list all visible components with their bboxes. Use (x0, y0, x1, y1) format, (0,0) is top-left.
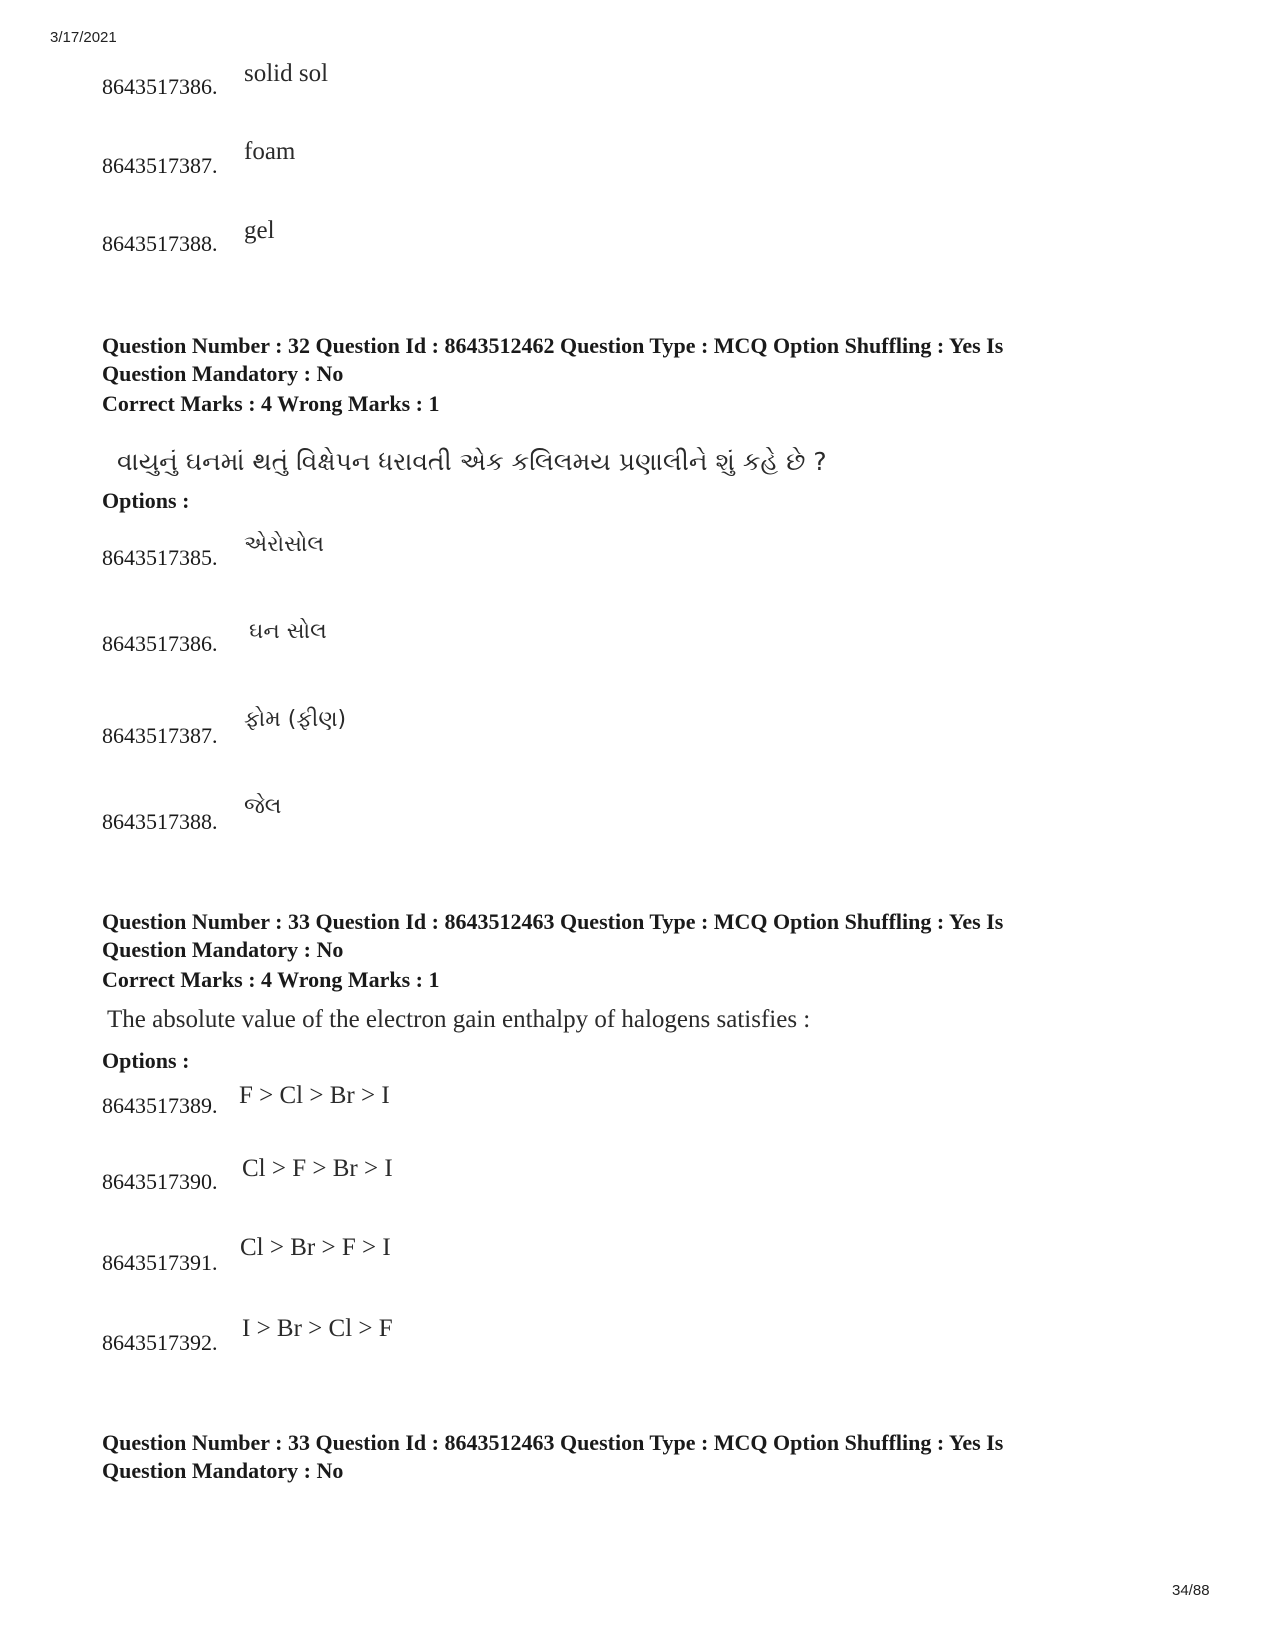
option-text: Cl > Br > F > I (240, 1234, 391, 1261)
option-text: એરોસોલ (244, 532, 325, 557)
option-id: 8643517386. (102, 74, 218, 99)
options-label: Options : (102, 488, 190, 513)
option-id: 8643517392. (102, 1330, 218, 1355)
question-text: વાયુનું ઘનમાં થતું વિક્ષેપન ધરાવતી એક કલિલમય પ્રણાલીને શું કહે છે ? (117, 447, 827, 476)
option-text: ઘન સોલ (249, 619, 327, 644)
print-date: 3/17/2021 (50, 29, 117, 46)
question-text: The absolute value of the electron gain enthalpy of halogens satisfies : (107, 1006, 811, 1033)
option-text: gel (244, 217, 275, 244)
option-id: 8643517390. (102, 1169, 218, 1194)
question-marks: Correct Marks : 4 Wrong Marks : 1 (102, 967, 440, 992)
option-id: 8643517387. (102, 723, 218, 748)
question-marks: Correct Marks : 4 Wrong Marks : 1 (102, 391, 440, 416)
option-id: 8643517388. (102, 809, 218, 834)
option-id: 8643517389. (102, 1093, 218, 1118)
question-header-line: Question Number : 32 Question Id : 8643512462 Question Type : MCQ Option Shuffling : Yes Is (102, 333, 1004, 358)
question-header-line: Question Number : 33 Question Id : 8643512463 Question Type : MCQ Option Shuffling : Yes Is (102, 1430, 1004, 1455)
option-text: solid sol (244, 60, 329, 87)
option-id: 8643517385. (102, 545, 218, 570)
question-header (102, 1429, 1182, 1485)
option-text: ફોમ (ફીણ) (244, 707, 347, 732)
question-header-line: Question Mandatory : No (102, 1458, 344, 1483)
page-number: 34/88 (1172, 1582, 1210, 1599)
question-header (102, 332, 1182, 388)
question-header (102, 908, 1182, 964)
option-text: Cl > F > Br > I (242, 1155, 393, 1182)
option-text: જેલ (244, 794, 282, 819)
question-header-line: Question Mandatory : No (102, 937, 344, 962)
options-label: Options : (102, 1048, 190, 1073)
question-header-line: Question Number : 33 Question Id : 8643512463 Question Type : MCQ Option Shuffling : Yes Is (102, 909, 1004, 934)
option-text: I > Br > Cl > F (242, 1315, 393, 1342)
option-id: 8643517388. (102, 231, 218, 256)
option-text: foam (244, 138, 296, 165)
option-id: 8643517387. (102, 153, 218, 178)
question-header-line: Question Mandatory : No (102, 361, 344, 386)
option-id: 8643517386. (102, 631, 218, 656)
option-text: F > Cl > Br > I (239, 1082, 390, 1109)
option-id: 8643517391. (102, 1250, 218, 1275)
